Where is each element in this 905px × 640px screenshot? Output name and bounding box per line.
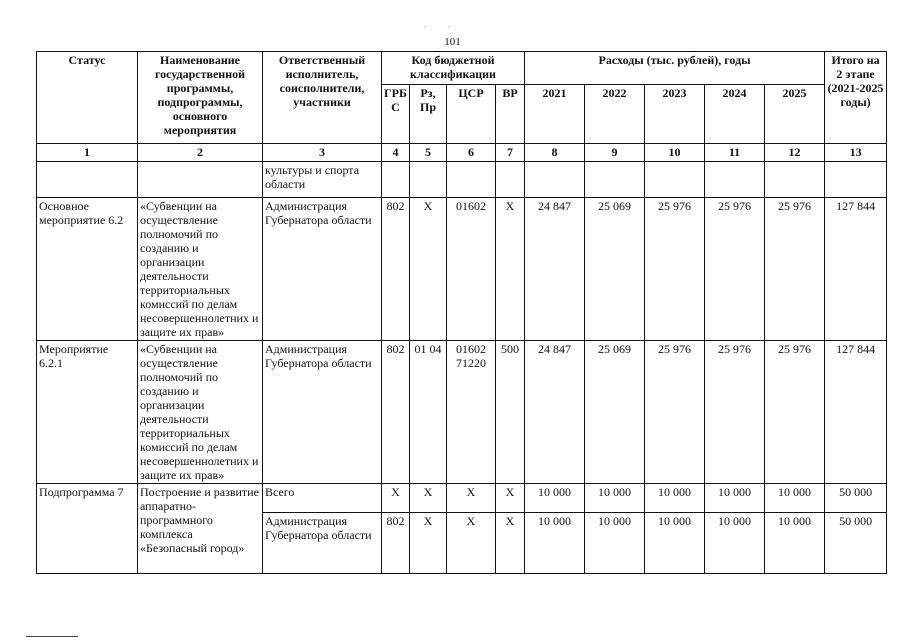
cell-2022	[585, 162, 645, 198]
cell-responsible: Администрация Губернатора области	[263, 198, 382, 341]
cell-rzpr: X	[410, 484, 447, 513]
header-2023: 2023	[645, 85, 705, 144]
cell-total: 50 000	[825, 484, 887, 513]
table-row-main-activity-6-2	[37, 198, 887, 341]
header-2024: 2024	[705, 85, 765, 144]
cell-2022: 25 069	[585, 341, 645, 484]
cell-2022: 10 000	[585, 484, 645, 513]
cell-total: 50 000	[825, 513, 887, 574]
cell-status: Мероприятие 6.2.1	[37, 341, 138, 484]
cell-vr	[496, 162, 525, 198]
cell-responsible: культуры и спорта области	[263, 162, 382, 198]
cell-status: Подпрограмма 7	[37, 484, 138, 574]
header-row	[37, 52, 887, 85]
cell-2023: 25 976	[645, 198, 705, 341]
cell-name: Построение и развитие аппаратно-программного комплекса «Безопасный город»	[138, 484, 263, 574]
cell-responsible: Всего	[263, 484, 382, 513]
cell-vr: X	[496, 484, 525, 513]
cell-csr	[447, 162, 496, 198]
column-number: 12	[765, 144, 825, 162]
header-status: Статус	[37, 52, 138, 144]
table-row-subprogram-7-total	[37, 484, 887, 513]
cell-2021: 24 847	[525, 341, 585, 484]
header-expenses: Расходы (тыс. рублей), годы	[525, 52, 825, 85]
column-number: 10	[645, 144, 705, 162]
table-row-continuation	[37, 162, 887, 198]
cell-2022: 10 000	[585, 513, 645, 574]
cell-2021: 10 000	[525, 484, 585, 513]
cell-2023	[645, 162, 705, 198]
cell-2025: 25 976	[765, 341, 825, 484]
scan-marks: . .	[424, 20, 460, 29]
cell-2025: 25 976	[765, 198, 825, 341]
column-number: 6	[447, 144, 496, 162]
budget-table	[36, 51, 887, 574]
cell-vr: X	[496, 198, 525, 341]
column-number-row	[37, 144, 887, 162]
cell-responsible: Администрация Губернатора области	[263, 341, 382, 484]
cell-total	[825, 162, 887, 198]
cell-2021: 10 000	[525, 513, 585, 574]
cell-2023: 10 000	[645, 484, 705, 513]
cell-2025: 10 000	[765, 513, 825, 574]
cell-name	[138, 162, 263, 198]
column-number: 9	[585, 144, 645, 162]
cell-2023: 10 000	[645, 513, 705, 574]
column-number: 11	[705, 144, 765, 162]
cell-2024	[705, 162, 765, 198]
column-number: 2	[138, 144, 263, 162]
cell-2021: 24 847	[525, 198, 585, 341]
cell-2024: 10 000	[705, 484, 765, 513]
cell-name: «Субвенции на осуществление полномочий по созданию и организации деятельности территориальных комиссий по делам несовершеннолетних и защите их прав»	[138, 341, 263, 484]
column-number: 3	[263, 144, 382, 162]
cell-vr: X	[496, 513, 525, 574]
header-budget-code: Код бюджетной классификации	[382, 52, 525, 85]
cell-2024: 25 976	[705, 198, 765, 341]
cell-grbs: X	[382, 484, 410, 513]
header-responsible: Ответственный исполнитель, соисполнители, участники	[263, 52, 382, 144]
cell-vr: 500	[496, 341, 525, 484]
cell-2025: 10 000	[765, 484, 825, 513]
cell-rzpr: X	[410, 513, 447, 574]
column-number: 5	[410, 144, 447, 162]
header-2022: 2022	[585, 85, 645, 144]
cell-status: Основное мероприятие 6.2	[37, 198, 138, 341]
column-number: 13	[825, 144, 887, 162]
cell-grbs: 802	[382, 198, 410, 341]
table-row-activity-6-2-1	[37, 341, 887, 484]
cell-2022: 25 069	[585, 198, 645, 341]
header-csr: ЦСР	[447, 85, 496, 144]
cell-rzpr: 01 04	[410, 341, 447, 484]
cell-status	[37, 162, 138, 198]
header-grbs: ГРБ С	[382, 85, 410, 144]
header-vr: ВР	[496, 85, 525, 144]
header-2021: 2021	[525, 85, 585, 144]
column-number: 1	[37, 144, 138, 162]
cell-2025	[765, 162, 825, 198]
cell-csr: X	[447, 484, 496, 513]
cell-2024: 25 976	[705, 341, 765, 484]
header-2025: 2025	[765, 85, 825, 144]
header-rzpr: Рз, Пр	[410, 85, 447, 144]
cell-grbs: 802	[382, 513, 410, 574]
cell-grbs: 802	[382, 341, 410, 484]
header-name: Наименование государственной программы, подпрограммы, основного мероприятия	[138, 52, 263, 144]
cell-csr: 01602	[447, 198, 496, 341]
cell-name: «Субвенции на осуществление полномочий по созданию и организации деятельности территориальных комиссий по делам несовершеннолетних и защите их прав»	[138, 198, 263, 341]
cell-responsible: Администрация Губернатора области	[263, 513, 382, 574]
cell-2023: 25 976	[645, 341, 705, 484]
cell-total: 127 844	[825, 341, 887, 484]
column-number: 4	[382, 144, 410, 162]
cell-rzpr	[410, 162, 447, 198]
cell-2021	[525, 162, 585, 198]
cell-rzpr: X	[410, 198, 447, 341]
page-number: 101	[444, 36, 461, 48]
cell-2024: 10 000	[705, 513, 765, 574]
cell-grbs	[382, 162, 410, 198]
column-number: 7	[496, 144, 525, 162]
cell-total: 127 844	[825, 198, 887, 341]
cell-csr: 01602 71220	[447, 341, 496, 484]
header-total: Итого на 2 этапе (2021-2025 годы)	[825, 52, 887, 144]
column-number: 8	[525, 144, 585, 162]
cell-csr: X	[447, 513, 496, 574]
page-edge-line	[26, 636, 78, 637]
